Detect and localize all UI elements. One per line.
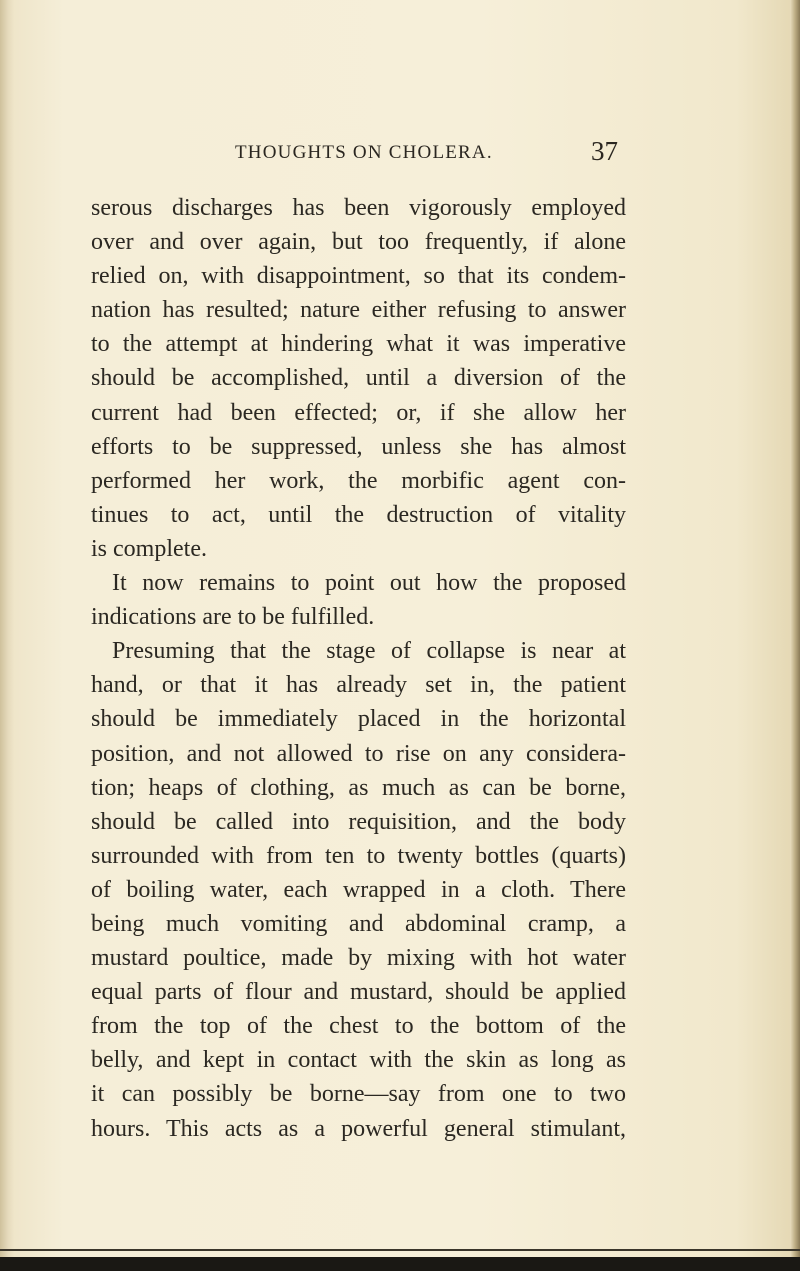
text-line: being much vomiting and abdominal cramp, a: [91, 910, 626, 937]
gutter-shadow: [0, 0, 14, 1271]
page-number: 37: [591, 136, 618, 166]
text-line: nation has resulted; nature either refusing to answer: [91, 297, 626, 324]
page-header: [90, 136, 630, 172]
text-line: it can possibly be borne—say from one to two: [91, 1081, 626, 1108]
page-edge: [790, 0, 800, 1271]
text-line: hours. This acts as a powerful general stimulant,: [91, 1115, 626, 1142]
text-line: hand, or that it has already set in, the patient: [91, 672, 626, 699]
text-line: belly, and kept in contact with the skin as long as: [91, 1047, 626, 1074]
text-line: tion; heaps of clothing, as much as can be borne,: [91, 774, 626, 801]
text-line: should be accomplished, until a diversion of the: [91, 365, 626, 392]
text-line: relied on, with disappointment, so that its condem-: [91, 263, 626, 290]
text-line: to the attempt at hindering what it was imperative: [91, 331, 626, 358]
text-line: Presuming that the stage of collapse is near at: [112, 638, 626, 665]
text-line: current had been effected; or, if she allow her: [91, 399, 626, 426]
text-line: is complete.: [91, 535, 207, 562]
text-line: from the top of the chest to the bottom of the: [91, 1013, 626, 1040]
text-line: tinues to act, until the destruction of vitality: [91, 501, 626, 528]
text-line: efforts to be suppressed, unless she has almost: [91, 433, 626, 460]
text-line: performed her work, the morbific agent con-: [91, 467, 626, 494]
text-line: over and over again, but too frequently, if alone: [91, 229, 626, 256]
text-line: surrounded with from ten to twenty bottles (quarts): [91, 842, 626, 869]
text-line: mustard poultice, made by mixing with hot water: [91, 945, 626, 972]
body-text: [91, 191, 626, 1146]
text-line: position, and not allowed to rise on any considera-: [91, 740, 626, 767]
text-line: should be called into requisition, and the body: [91, 808, 626, 835]
text-line: serous discharges has been vigorously employed: [91, 195, 626, 221]
bottom-rule-thin: [0, 1249, 800, 1251]
bottom-rule: [0, 1257, 800, 1271]
running-head: THOUGHTS ON CHOLERA.: [235, 142, 493, 163]
text-line: indications are to be fulfilled.: [91, 604, 375, 631]
text-line: should be immediately placed in the horizontal: [91, 706, 626, 733]
text-line: of boiling water, each wrapped in a cloth. There: [91, 876, 626, 903]
text-line: It now remains to point out how the proposed: [112, 570, 626, 597]
text-line: equal parts of flour and mustard, should be applied: [91, 979, 626, 1006]
